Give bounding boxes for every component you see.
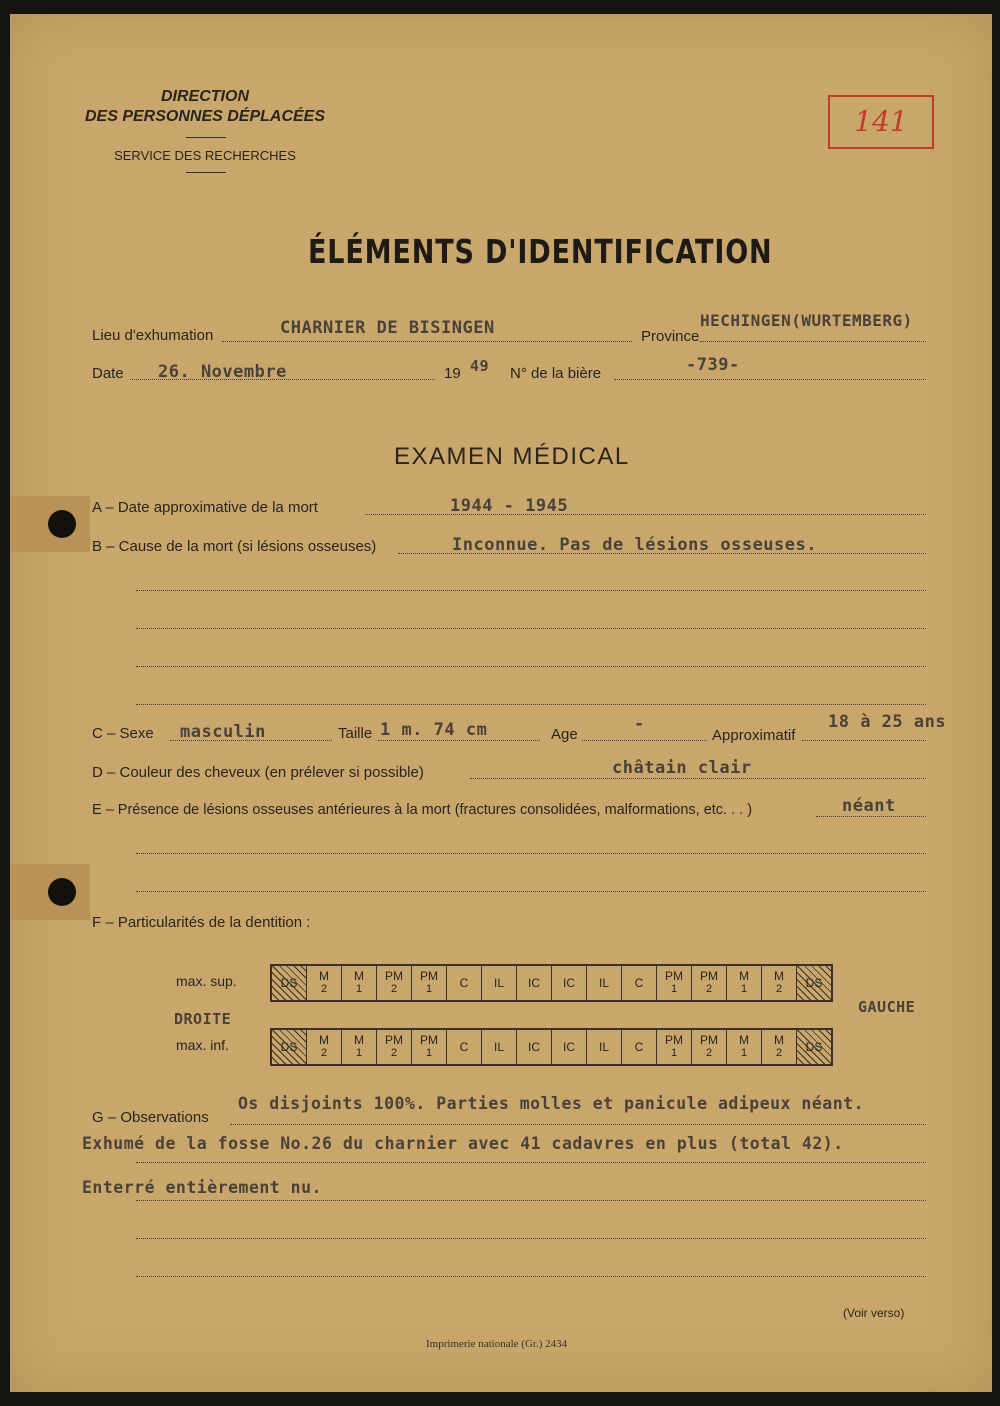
tooth-cell bbox=[447, 966, 482, 1000]
tooth-number: 1 bbox=[670, 1047, 678, 1059]
dentition-sup-label: max. sup. bbox=[176, 973, 237, 989]
observations-line3: Enterré entièrement nu. bbox=[82, 1178, 322, 1197]
voir-verso: (Voir verso) bbox=[843, 1306, 905, 1320]
approx-value: 18 à 25 ans bbox=[828, 712, 947, 732]
taille-label: Taille bbox=[338, 725, 373, 742]
tooth-cell bbox=[342, 1030, 377, 1064]
tooth-number: 2 bbox=[775, 983, 783, 995]
tooth-number: 1 bbox=[425, 983, 433, 995]
tooth-cell bbox=[412, 966, 447, 1000]
droite-label: DROITE bbox=[174, 1010, 232, 1028]
tooth-cell bbox=[377, 1030, 412, 1064]
taille-value: 1 m. 74 cm bbox=[380, 720, 488, 740]
dentition-inf-label: max. inf. bbox=[176, 1037, 229, 1053]
age-label: Age bbox=[551, 726, 578, 743]
tooth-label: C bbox=[634, 1039, 644, 1054]
tooth-cell bbox=[482, 1030, 517, 1064]
tooth-number: 2 bbox=[705, 983, 713, 995]
dotted-line bbox=[802, 740, 926, 741]
tooth-cell bbox=[447, 1030, 482, 1064]
year-suffix: 49 bbox=[470, 357, 490, 375]
tooth-cell bbox=[797, 966, 831, 1000]
dentition-lower-chart bbox=[270, 1028, 833, 1066]
tooth-label: PM bbox=[420, 969, 438, 983]
tooth-cell bbox=[342, 966, 377, 1000]
tooth-label: IL bbox=[493, 975, 504, 990]
dotted-line bbox=[136, 628, 926, 629]
tooth-number: 1 bbox=[355, 983, 363, 995]
a-label: A – Date approximative de la mort bbox=[92, 499, 318, 516]
tooth-label: C bbox=[459, 975, 469, 990]
tooth-label: PM bbox=[665, 969, 683, 983]
tooth-cell bbox=[272, 966, 307, 1000]
tooth-number: 2 bbox=[320, 983, 328, 995]
b-label: B – Cause de la mort (si lésions osseuses) bbox=[92, 538, 377, 555]
dotted-line bbox=[582, 740, 707, 741]
d-value: châtain clair bbox=[612, 758, 752, 778]
tooth-cell bbox=[377, 966, 412, 1000]
tooth-label: IL bbox=[493, 1039, 504, 1054]
tooth-number: 2 bbox=[775, 1047, 783, 1059]
approx-label: Approximatif bbox=[712, 727, 796, 744]
reference-stamp: 141 bbox=[828, 95, 934, 149]
tooth-label: PM bbox=[700, 1033, 718, 1047]
punch-hole bbox=[48, 878, 76, 906]
c-label: C – Sexe bbox=[92, 725, 154, 742]
tooth-label: IC bbox=[528, 975, 540, 990]
tooth-cell bbox=[587, 1030, 622, 1064]
tooth-label: M bbox=[739, 969, 749, 983]
tooth-label: PM bbox=[420, 1033, 438, 1047]
tooth-label: PM bbox=[385, 1033, 403, 1047]
tooth-label: M bbox=[354, 1033, 364, 1047]
tooth-label: DS bbox=[280, 975, 298, 990]
header-direction: DIRECTION bbox=[161, 88, 249, 105]
tooth-number: 2 bbox=[390, 1047, 398, 1059]
dotted-line bbox=[222, 341, 632, 342]
tooth-label: IL bbox=[598, 1039, 609, 1054]
d-label: D – Couleur des cheveux (en prélever si possible) bbox=[92, 764, 424, 781]
e-value: néant bbox=[842, 796, 896, 816]
tooth-cell bbox=[762, 966, 797, 1000]
dotted-line bbox=[136, 704, 926, 705]
header-personnes-deplacees: DES PERSONNES DÉPLACÉES bbox=[84, 108, 326, 125]
header-rule bbox=[186, 137, 226, 138]
tooth-number: 1 bbox=[670, 983, 678, 995]
tooth-label: C bbox=[459, 1039, 469, 1054]
dotted-line bbox=[136, 1276, 926, 1277]
date-value: 26. Novembre bbox=[158, 362, 287, 382]
tooth-number: 2 bbox=[705, 1047, 713, 1059]
imprint: Imprimerie nationale (Gr.) 2434 bbox=[426, 1338, 568, 1350]
tooth-label: IC bbox=[563, 1039, 575, 1054]
dotted-line bbox=[230, 1124, 926, 1125]
tooth-number: 1 bbox=[740, 983, 748, 995]
tooth-label: IC bbox=[563, 975, 575, 990]
tooth-number: 2 bbox=[390, 983, 398, 995]
date-label: Date bbox=[92, 365, 124, 382]
tooth-label: IC bbox=[528, 1039, 540, 1054]
tooth-label: M bbox=[354, 969, 364, 983]
dentition-upper-chart bbox=[270, 964, 833, 1002]
tooth-label: DS bbox=[805, 1039, 823, 1054]
dotted-line bbox=[700, 341, 926, 342]
tooth-cell bbox=[762, 1030, 797, 1064]
tooth-number: 1 bbox=[425, 1047, 433, 1059]
tooth-cell bbox=[587, 966, 622, 1000]
dotted-line bbox=[816, 816, 926, 817]
b-value: Inconnue. Pas de lésions osseuses. bbox=[452, 535, 817, 555]
tooth-number: 1 bbox=[740, 1047, 748, 1059]
tooth-label: PM bbox=[665, 1033, 683, 1047]
lieu-value: CHARNIER DE BISINGEN bbox=[280, 318, 495, 338]
tooth-label: PM bbox=[385, 969, 403, 983]
dotted-line bbox=[136, 853, 926, 854]
tooth-label: DS bbox=[805, 975, 823, 990]
g-label: G – Observations bbox=[92, 1109, 209, 1126]
lieu-label: Lieu d'exhumation bbox=[92, 327, 214, 344]
tooth-label: M bbox=[319, 969, 329, 983]
tooth-label: M bbox=[774, 969, 784, 983]
f-label: F – Particularités de la dentition : bbox=[92, 914, 311, 931]
gauche-label: GAUCHE bbox=[858, 998, 916, 1016]
tooth-cell bbox=[412, 1030, 447, 1064]
age-value: - bbox=[634, 714, 645, 734]
dotted-line bbox=[136, 891, 926, 892]
header-service: SERVICE DES RECHERCHES bbox=[114, 148, 296, 163]
tooth-cell bbox=[307, 1030, 342, 1064]
tooth-cell bbox=[552, 1030, 587, 1064]
tooth-cell bbox=[307, 966, 342, 1000]
tooth-label: PM bbox=[700, 969, 718, 983]
dotted-line bbox=[136, 1162, 926, 1163]
dotted-line bbox=[136, 1200, 926, 1201]
tooth-label: DS bbox=[280, 1039, 298, 1054]
year-prefix: 19 bbox=[444, 365, 461, 382]
biere-value: -739- bbox=[686, 355, 740, 375]
tooth-cell bbox=[692, 1030, 727, 1064]
observations-line2: Exhumé de la fosse No.26 du charnier avec 41 cadavres en plus (total 42). bbox=[82, 1134, 844, 1153]
section-title: EXAMEN MÉDICAL bbox=[394, 443, 630, 470]
header-rule bbox=[186, 172, 226, 173]
form-title: ÉLÉMENTS D'IDENTIFICATION bbox=[308, 232, 773, 271]
province-label: Province bbox=[641, 328, 700, 345]
tooth-number: 2 bbox=[320, 1047, 328, 1059]
tooth-label: M bbox=[774, 1033, 784, 1047]
tooth-cell bbox=[622, 1030, 657, 1064]
tooth-cell bbox=[552, 966, 587, 1000]
a-value: 1944 - 1945 bbox=[450, 496, 569, 516]
tooth-cell bbox=[517, 1030, 552, 1064]
tooth-cell bbox=[272, 1030, 307, 1064]
tooth-cell bbox=[657, 1030, 692, 1064]
tooth-cell bbox=[622, 966, 657, 1000]
dotted-line bbox=[136, 666, 926, 667]
dotted-line bbox=[136, 1238, 926, 1239]
tooth-cell bbox=[657, 966, 692, 1000]
tooth-label: IL bbox=[598, 975, 609, 990]
sexe-value: masculin bbox=[180, 722, 266, 742]
tooth-label: M bbox=[739, 1033, 749, 1047]
tooth-cell bbox=[692, 966, 727, 1000]
tooth-cell bbox=[517, 966, 552, 1000]
tooth-label: C bbox=[634, 975, 644, 990]
dotted-line bbox=[378, 740, 540, 741]
dotted-line bbox=[470, 778, 926, 779]
e-label: E – Présence de lésions osseuses antérieures à la mort (fractures consolidées, malformations, etc. . . ) bbox=[92, 802, 753, 818]
tooth-cell bbox=[727, 1030, 762, 1064]
tooth-cell bbox=[797, 1030, 831, 1064]
tooth-number: 1 bbox=[355, 1047, 363, 1059]
province-value: HECHINGEN(WURTEMBERG) bbox=[700, 311, 913, 330]
tooth-label: M bbox=[319, 1033, 329, 1047]
dotted-line bbox=[614, 379, 926, 380]
tooth-cell bbox=[482, 966, 517, 1000]
tooth-cell bbox=[727, 966, 762, 1000]
observations-line1: Os disjoints 100%. Parties molles et panicule adipeux néant. bbox=[238, 1094, 865, 1113]
punch-hole bbox=[48, 510, 76, 538]
dotted-line bbox=[136, 590, 926, 591]
biere-label: N° de la bière bbox=[510, 365, 602, 382]
